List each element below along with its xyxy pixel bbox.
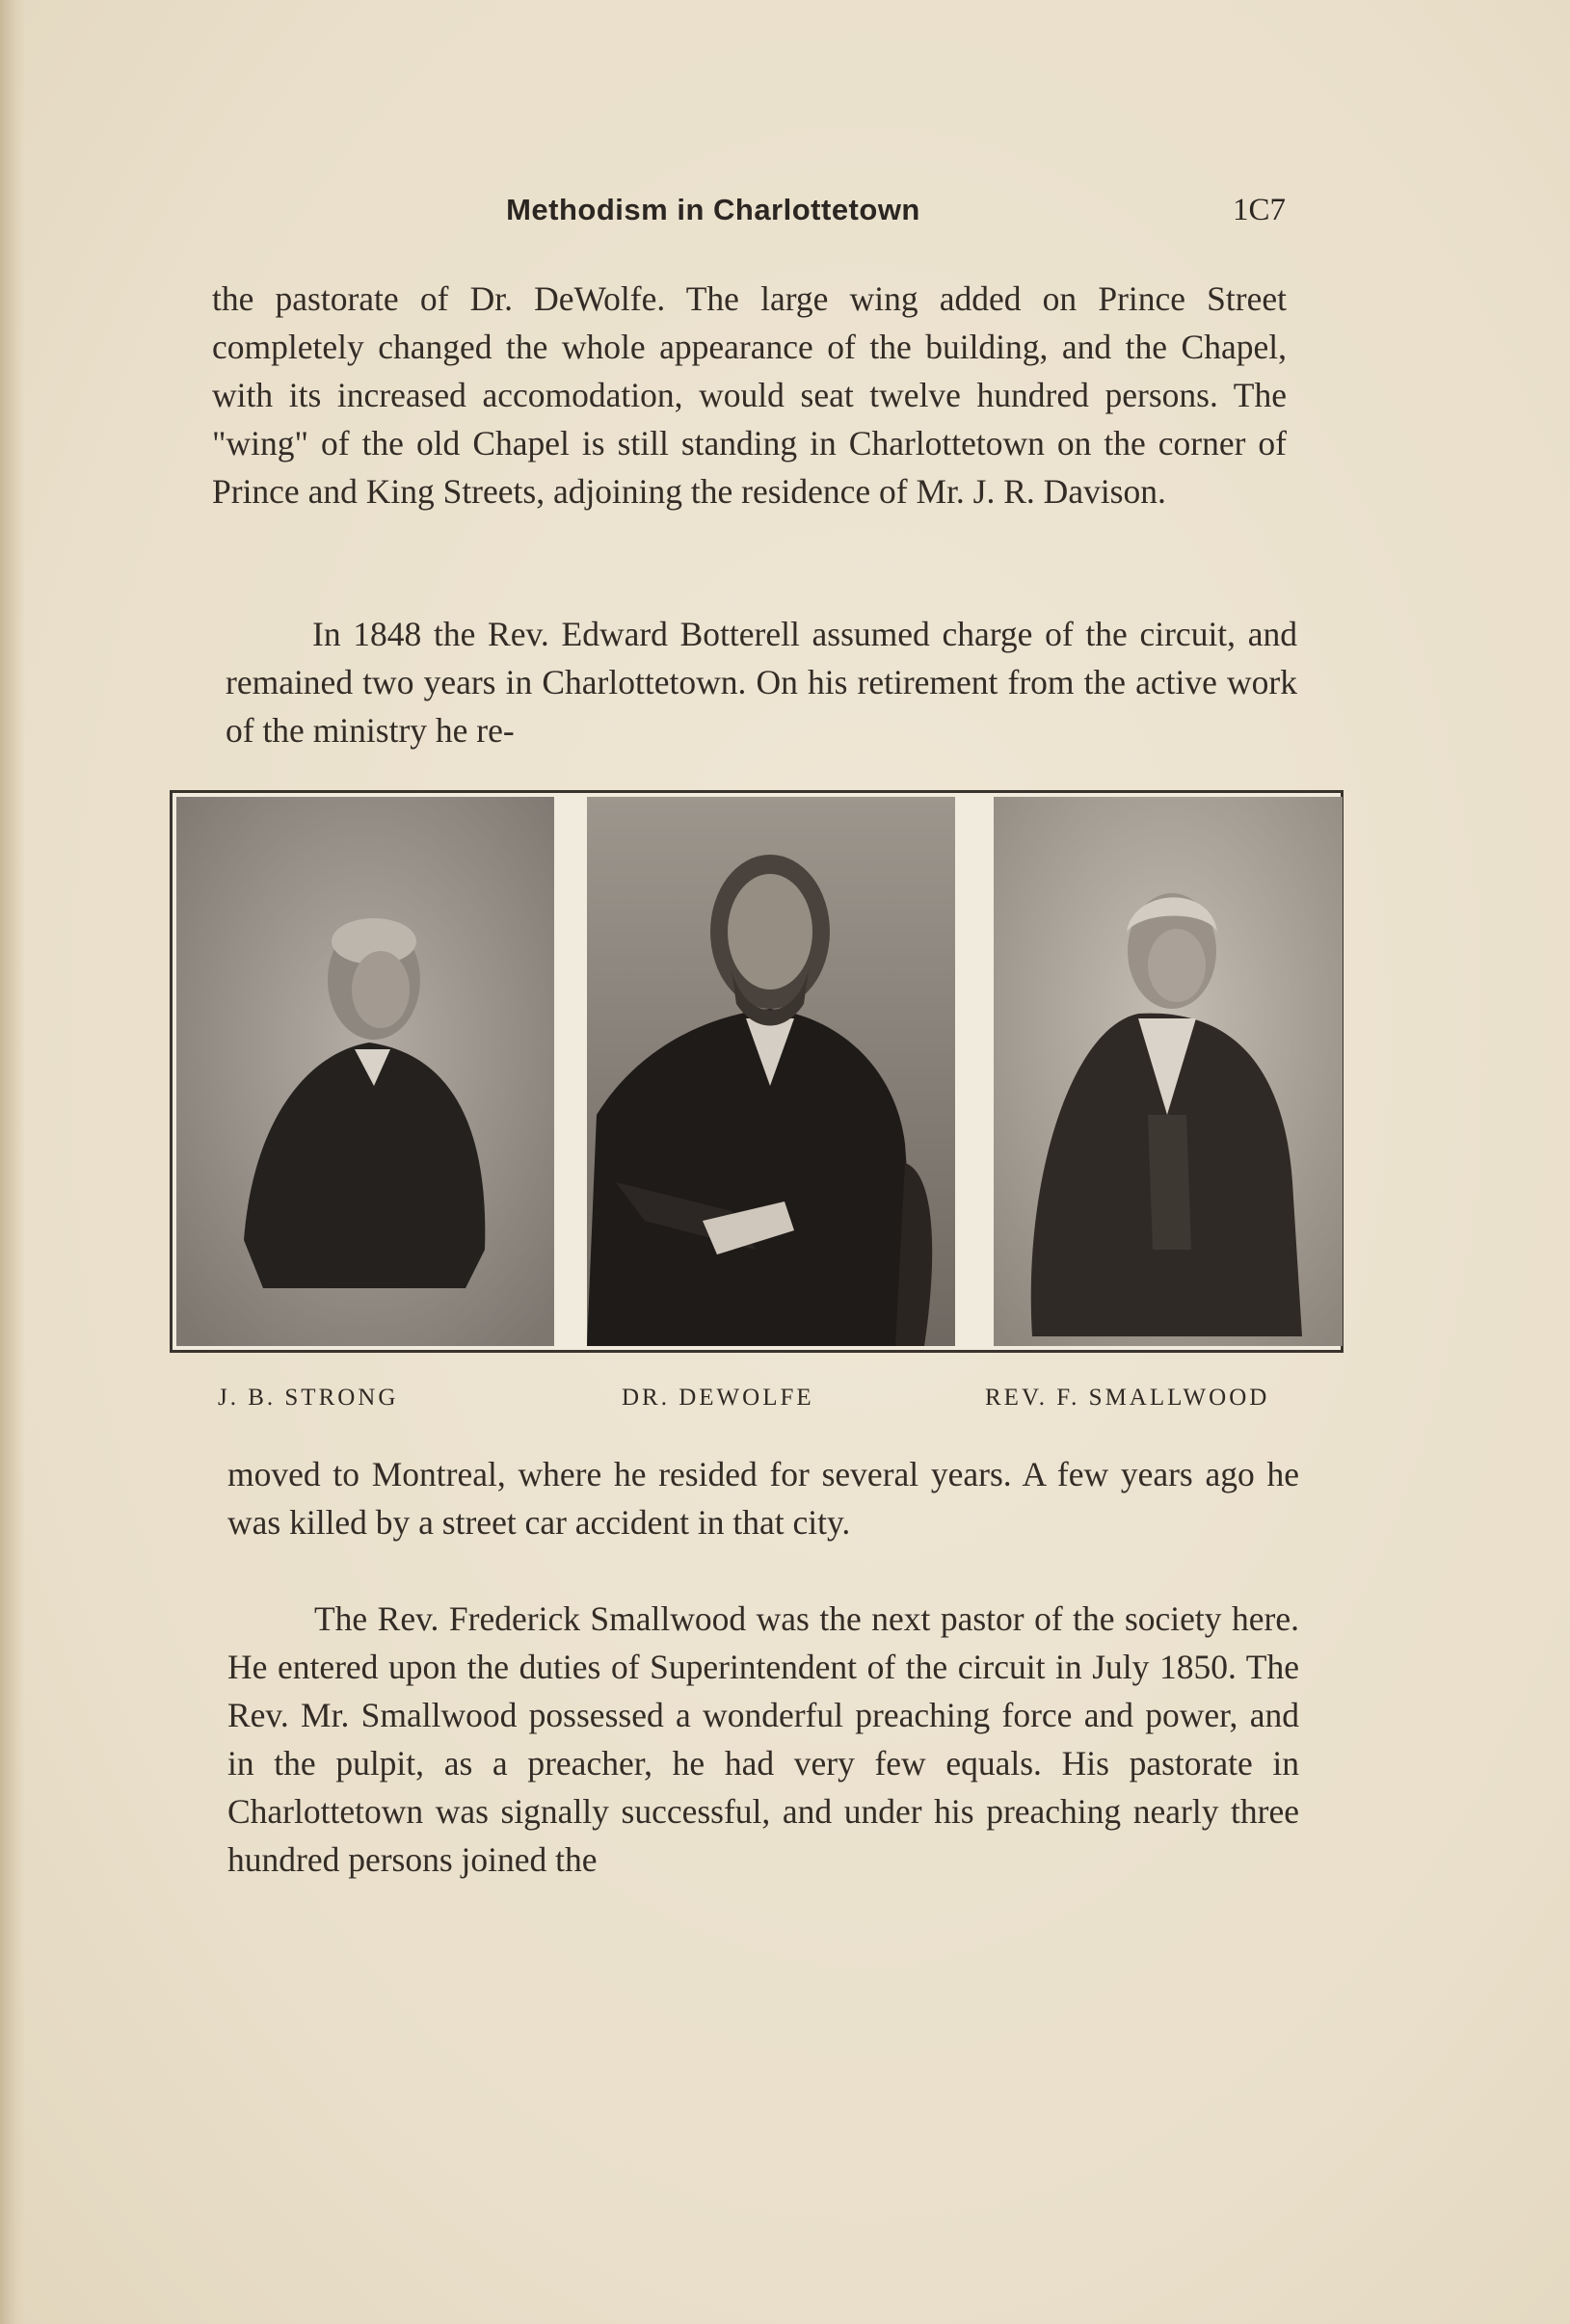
portrait-strong: [176, 797, 554, 1346]
paragraph-3: moved to Montreal, where he resided for several years. A few years ago he was killed by a street car accident in that city.: [227, 1455, 1299, 1542]
paragraph-2-text: In 1848 the Rev. Edward Botterell assumed charge of the circuit, and remained two years in Charlottetown. On his retirement from the active work of the ministry he re-: [226, 615, 1297, 750]
portrait-dewolfe: [587, 797, 955, 1346]
portrait-plate: [170, 790, 1344, 1353]
portrait-smallwood: [994, 797, 1343, 1346]
paragraph-4: [227, 1595, 1299, 1884]
portrait-strong-image: [176, 797, 554, 1346]
portrait-dewolfe-image: [587, 797, 955, 1346]
running-title: Methodism in Charlottetown: [506, 193, 920, 226]
paragraph-1: the pastorate of Dr. DeWolfe. The large wing added on Prince Street completely changed the whole appearance of the building, and the Chapel, with its increased accomodation, would seat twelve hundred persons. The "wing" of the old Chapel is still standing in Charlottetown on the corner of Prince and King Streets, adjoining the residence of Mr. J. R. Davison.: [212, 279, 1287, 511]
caption-strong: J. B. STRONG: [218, 1385, 399, 1411]
portrait-smallwood-image: [994, 797, 1343, 1346]
binding-gutter: [0, 0, 25, 2324]
caption-dewolfe: DR. DEWOLFE: [622, 1385, 814, 1411]
paragraph-4-text: The Rev. Frederick Smallwood was the next pastor of the society here. He entered upon the duties of Superintendent of the circuit in July 1850. The Rev. Mr. Smallwood possessed a wonderful preaching force and power, and in the pulpit, as a preacher, he had very few equals. His pastorate in Charlottetown was signally successful, and under his preaching nearly three hundred persons joined the: [227, 1599, 1299, 1879]
page-number: 1C7: [1232, 193, 1286, 227]
paragraph-2: [226, 610, 1297, 754]
caption-smallwood: REV. F. SMALLWOOD: [985, 1385, 1270, 1411]
running-header: [212, 193, 1291, 241]
